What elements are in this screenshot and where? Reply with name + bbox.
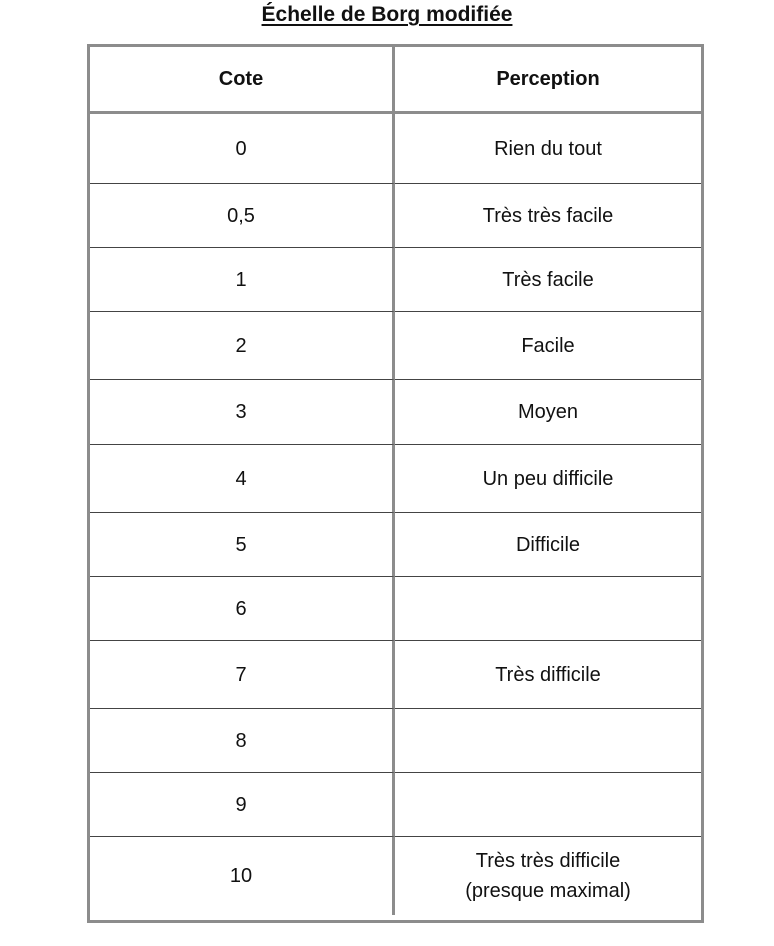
score-cell: 8 xyxy=(90,709,395,773)
score-cell: 5 xyxy=(90,513,395,577)
perception-cell: Très très difficile (presque maximal) xyxy=(465,850,631,902)
score-cell: 0 xyxy=(90,114,395,184)
perception-cell: Très très facile xyxy=(395,184,701,248)
score-cell: 10 xyxy=(90,837,395,915)
score-cell: 4 xyxy=(90,445,395,513)
score-cell: 7 xyxy=(90,641,395,709)
score-cell: 3 xyxy=(90,380,395,445)
header-perception: Perception xyxy=(395,47,701,114)
header-score: Cote xyxy=(90,47,395,114)
perception-cell xyxy=(395,773,701,837)
perception-cell xyxy=(395,577,701,641)
table-grid xyxy=(90,47,701,920)
perception-cell: Un peu difficile xyxy=(395,445,701,513)
perception-cell xyxy=(395,709,701,773)
perception-cell: Très facile xyxy=(395,248,701,312)
score-cell: 0,5 xyxy=(90,184,395,248)
perception-cell: Rien du tout xyxy=(395,114,701,184)
perception-cell: Très difficile xyxy=(395,641,701,709)
perception-cell: Moyen xyxy=(395,380,701,445)
score-cell: 9 xyxy=(90,773,395,837)
score-cell: 2 xyxy=(90,312,395,380)
perception-cell: Facile xyxy=(395,312,701,380)
perception-cell: Difficile xyxy=(395,513,701,577)
score-cell: 6 xyxy=(90,577,395,641)
borg-scale-table xyxy=(87,44,704,923)
score-cell: 1 xyxy=(90,248,395,312)
document-title: Échelle de Borg modifiée xyxy=(261,3,513,26)
